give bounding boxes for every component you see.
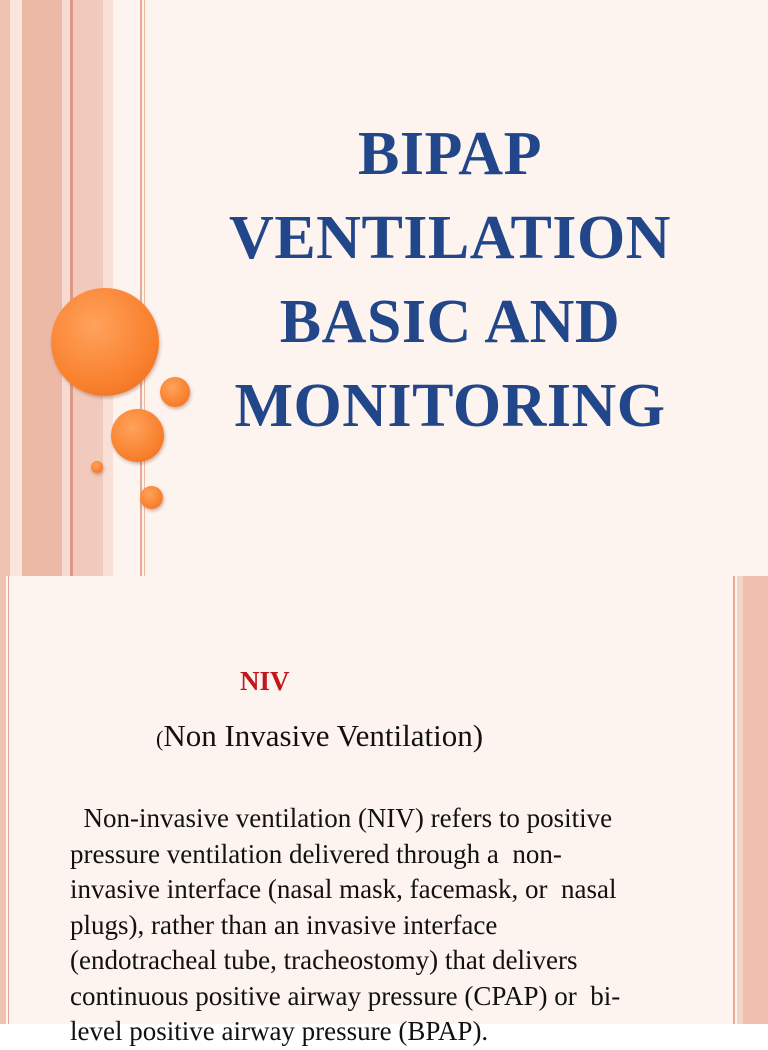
decor-circle-tiny	[91, 461, 103, 473]
paragraph-line: level positive airway pressure (BPAP).	[70, 1016, 489, 1046]
decor-circle-medium	[111, 409, 164, 462]
decor-stripe	[10, 0, 22, 576]
niv-subtitle	[156, 718, 483, 754]
niv-heading: NIV	[240, 666, 290, 696]
decor-stripe	[0, 0, 10, 576]
decor-stripe	[743, 576, 768, 1024]
title-line: MONITORING	[234, 372, 666, 440]
paragraph-line: Non-invasive ventilation (NIV) refers to positive	[70, 803, 613, 833]
paragraph-line: invasive interface (nasal mask, facemask, or nasal	[70, 874, 617, 904]
paragraph-line: (endotracheal tube, tracheostomy) that delivers	[70, 945, 578, 975]
subtitle-open-paren: (	[156, 726, 164, 751]
decor-stripe	[733, 576, 735, 1024]
title-line: VENTILATION	[229, 204, 671, 272]
decor-circle-small	[160, 377, 190, 407]
decor-stripe	[8, 576, 9, 1024]
paragraph-line: continuous positive airway pressure (CPAP) or bi-	[70, 980, 621, 1011]
paragraph-line: plugs), rather than an invasive interface	[70, 909, 498, 940]
decor-stripe	[22, 0, 62, 576]
decor-circle-small	[140, 486, 163, 509]
slide-title-heading	[190, 112, 710, 448]
paragraph-line: pressure ventilation delivered through a non-	[70, 838, 562, 869]
decor-stripe	[62, 0, 70, 576]
subtitle-text: Non Invasive Ventilation)	[163, 718, 484, 753]
decor-circle-large	[51, 288, 159, 396]
title-line: BASIC AND	[279, 288, 621, 356]
title-line: BIPAP	[358, 120, 542, 188]
niv-definition-paragraph	[70, 801, 670, 1050]
decor-stripe	[0, 576, 6, 1024]
slide-niv	[0, 576, 768, 1046]
